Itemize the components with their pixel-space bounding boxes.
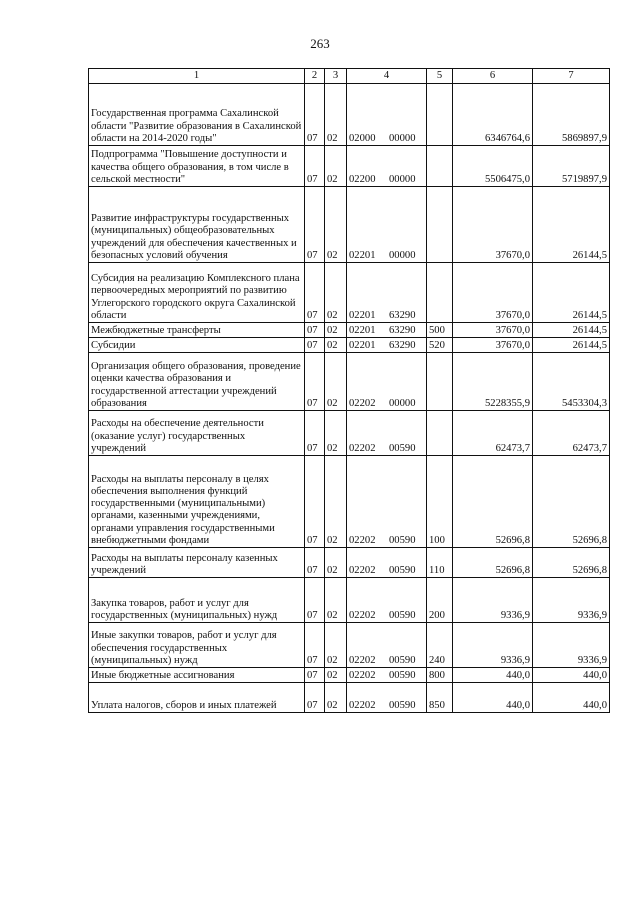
row-target-code bbox=[347, 353, 427, 411]
row-value-col6: 37670,0 bbox=[453, 323, 533, 338]
row-value-col7: 9336,9 bbox=[533, 623, 610, 668]
table-row bbox=[89, 338, 610, 353]
row-value-col7: 9336,9 bbox=[533, 578, 610, 623]
row-target-code bbox=[347, 263, 427, 323]
table-body bbox=[89, 84, 610, 713]
row-value-col7: 440,0 bbox=[533, 668, 610, 683]
row-target-code bbox=[347, 456, 427, 548]
row-expense-type bbox=[427, 146, 453, 187]
row-name: Расходы на выплаты персоналу казенных учреждений bbox=[89, 548, 305, 578]
row-target-code bbox=[347, 84, 427, 146]
row-target-code-part1: 02202 bbox=[349, 669, 376, 681]
row-target-code bbox=[347, 146, 427, 187]
table-header-row bbox=[89, 69, 610, 84]
row-target-code-part2: 00000 bbox=[389, 397, 416, 409]
row-value-col6: 9336,9 bbox=[453, 623, 533, 668]
row-value-col6: 5506475,0 bbox=[453, 146, 533, 187]
row-subsection: 02 bbox=[325, 353, 347, 411]
col-header-2: 2 bbox=[305, 69, 325, 84]
row-name: Закупка товаров, работ и услуг для государственных (муниципальных) нужд bbox=[89, 578, 305, 623]
row-target-code-part2: 00590 bbox=[389, 654, 416, 666]
row-target-code bbox=[347, 623, 427, 668]
row-section: 07 bbox=[305, 187, 325, 263]
row-target-code-part1: 02202 bbox=[349, 534, 376, 546]
row-name: Межбюджетные трансферты bbox=[89, 323, 305, 338]
row-target-code-part2: 00590 bbox=[389, 609, 416, 621]
row-subsection: 02 bbox=[325, 338, 347, 353]
row-subsection: 02 bbox=[325, 323, 347, 338]
row-expense-type bbox=[427, 84, 453, 146]
row-subsection: 02 bbox=[325, 668, 347, 683]
row-subsection: 02 bbox=[325, 84, 347, 146]
row-name: Развитие инфраструктуры государственных (муниципальных) общеобразовательных учреждений для обеспечения качественных и безопасных условий обучения bbox=[89, 187, 305, 263]
row-target-code-part1: 02202 bbox=[349, 699, 376, 711]
row-value-col7: 26144,5 bbox=[533, 338, 610, 353]
row-subsection: 02 bbox=[325, 411, 347, 456]
row-subsection: 02 bbox=[325, 263, 347, 323]
table-row bbox=[89, 623, 610, 668]
col-header-4: 4 bbox=[347, 69, 427, 84]
row-value-col7: 52696,8 bbox=[533, 456, 610, 548]
table-row bbox=[89, 578, 610, 623]
row-target-code bbox=[347, 338, 427, 353]
row-value-col6: 62473,7 bbox=[453, 411, 533, 456]
row-value-col6: 37670,0 bbox=[453, 338, 533, 353]
table-row bbox=[89, 263, 610, 323]
row-target-code-part1: 02202 bbox=[349, 564, 376, 576]
row-target-code-part2: 00590 bbox=[389, 442, 416, 454]
row-target-code-part2: 00000 bbox=[389, 173, 416, 185]
row-subsection: 02 bbox=[325, 456, 347, 548]
row-section: 07 bbox=[305, 411, 325, 456]
table-row bbox=[89, 456, 610, 548]
table-row bbox=[89, 187, 610, 263]
table-row bbox=[89, 683, 610, 713]
table-row bbox=[89, 411, 610, 456]
row-target-code-part2: 63290 bbox=[389, 324, 416, 336]
row-target-code-part1: 02000 bbox=[349, 132, 376, 144]
row-value-col7: 26144,5 bbox=[533, 323, 610, 338]
row-name: Уплата налогов, сборов и иных платежей bbox=[89, 683, 305, 713]
row-section: 07 bbox=[305, 146, 325, 187]
row-subsection: 02 bbox=[325, 146, 347, 187]
table-row bbox=[89, 84, 610, 146]
row-target-code-part2: 00000 bbox=[389, 132, 416, 144]
row-target-code-part1: 02200 bbox=[349, 173, 376, 185]
row-value-col7: 440,0 bbox=[533, 683, 610, 713]
row-value-col6: 37670,0 bbox=[453, 187, 533, 263]
row-section: 07 bbox=[305, 548, 325, 578]
row-target-code-part1: 02202 bbox=[349, 609, 376, 621]
row-value-col7: 5869897,9 bbox=[533, 84, 610, 146]
row-value-col6: 37670,0 bbox=[453, 263, 533, 323]
col-header-5: 5 bbox=[427, 69, 453, 84]
row-expense-type: 800 bbox=[427, 668, 453, 683]
row-subsection: 02 bbox=[325, 578, 347, 623]
row-subsection: 02 bbox=[325, 548, 347, 578]
row-name: Государственная программа Сахалинской области "Развитие образования в Сахалинской области на 2014-2020 годы" bbox=[89, 84, 305, 146]
col-header-3: 3 bbox=[325, 69, 347, 84]
row-section: 07 bbox=[305, 353, 325, 411]
row-value-col7: 52696,8 bbox=[533, 548, 610, 578]
row-value-col6: 9336,9 bbox=[453, 578, 533, 623]
row-expense-type: 110 bbox=[427, 548, 453, 578]
col-header-7: 7 bbox=[533, 69, 610, 84]
row-value-col7: 5453304,3 bbox=[533, 353, 610, 411]
row-section: 07 bbox=[305, 338, 325, 353]
row-target-code bbox=[347, 411, 427, 456]
row-section: 07 bbox=[305, 84, 325, 146]
row-expense-type: 850 bbox=[427, 683, 453, 713]
row-section: 07 bbox=[305, 668, 325, 683]
row-name: Иные бюджетные ассигнования bbox=[89, 668, 305, 683]
row-name: Расходы на обеспечение деятельности (оказание услуг) государственных учреждений bbox=[89, 411, 305, 456]
col-header-1: 1 bbox=[89, 69, 305, 84]
row-value-col7: 5719897,9 bbox=[533, 146, 610, 187]
row-target-code-part1: 02202 bbox=[349, 442, 376, 454]
row-target-code bbox=[347, 548, 427, 578]
row-target-code bbox=[347, 668, 427, 683]
row-value-col6: 6346764,6 bbox=[453, 84, 533, 146]
row-section: 07 bbox=[305, 456, 325, 548]
row-name: Организация общего образования, проведение оценки качества образования и государственной аттестации учреждений образования bbox=[89, 353, 305, 411]
row-target-code-part2: 63290 bbox=[389, 309, 416, 321]
row-expense-type: 520 bbox=[427, 338, 453, 353]
row-subsection: 02 bbox=[325, 187, 347, 263]
row-subsection: 02 bbox=[325, 623, 347, 668]
row-target-code-part1: 02201 bbox=[349, 339, 376, 351]
row-value-col6: 52696,8 bbox=[453, 548, 533, 578]
row-subsection: 02 bbox=[325, 683, 347, 713]
row-expense-type: 200 bbox=[427, 578, 453, 623]
row-expense-type bbox=[427, 187, 453, 263]
row-value-col6: 440,0 bbox=[453, 683, 533, 713]
row-target-code bbox=[347, 187, 427, 263]
table-row bbox=[89, 146, 610, 187]
table-row bbox=[89, 668, 610, 683]
budget-table bbox=[88, 68, 610, 713]
row-name: Субсидии bbox=[89, 338, 305, 353]
col-header-6: 6 bbox=[453, 69, 533, 84]
row-target-code bbox=[347, 683, 427, 713]
row-value-col7: 26144,5 bbox=[533, 187, 610, 263]
row-value-col6: 5228355,9 bbox=[453, 353, 533, 411]
table-row bbox=[89, 323, 610, 338]
row-value-col7: 62473,7 bbox=[533, 411, 610, 456]
row-name: Подпрограмма "Повышение доступности и качества общего образования, в том числе в сельской местности" bbox=[89, 146, 305, 187]
row-expense-type bbox=[427, 411, 453, 456]
row-section: 07 bbox=[305, 578, 325, 623]
row-section: 07 bbox=[305, 263, 325, 323]
row-value-col6: 52696,8 bbox=[453, 456, 533, 548]
row-target-code-part2: 00590 bbox=[389, 699, 416, 711]
row-target-code-part2: 00000 bbox=[389, 249, 416, 261]
row-name: Иные закупки товаров, работ и услуг для обеспечения государственных (муниципальных) нужд bbox=[89, 623, 305, 668]
row-target-code-part1: 02202 bbox=[349, 654, 376, 666]
row-target-code-part2: 00590 bbox=[389, 669, 416, 681]
row-value-col7: 26144,5 bbox=[533, 263, 610, 323]
row-section: 07 bbox=[305, 323, 325, 338]
row-target-code-part1: 02201 bbox=[349, 324, 376, 336]
row-expense-type: 240 bbox=[427, 623, 453, 668]
row-section: 07 bbox=[305, 683, 325, 713]
row-expense-type bbox=[427, 353, 453, 411]
row-expense-type: 500 bbox=[427, 323, 453, 338]
row-name: Субсидия на реализацию Комплексного плана первоочередных мероприятий по развитию Углегорского городского округа Сахалинской области bbox=[89, 263, 305, 323]
row-target-code-part1: 02202 bbox=[349, 397, 376, 409]
row-expense-type bbox=[427, 263, 453, 323]
row-target-code-part2: 00590 bbox=[389, 564, 416, 576]
row-target-code bbox=[347, 578, 427, 623]
row-target-code-part2: 00590 bbox=[389, 534, 416, 546]
row-target-code-part2: 63290 bbox=[389, 339, 416, 351]
row-target-code-part1: 02201 bbox=[349, 249, 376, 261]
table-row bbox=[89, 353, 610, 411]
row-name: Расходы на выплаты персоналу в целях обеспечения выполнения функций государственными (муниципальными) органами, казенными учреждениями, органами управления государственными внебюджетными фондами bbox=[89, 456, 305, 548]
row-target-code-part1: 02201 bbox=[349, 309, 376, 321]
row-expense-type: 100 bbox=[427, 456, 453, 548]
row-value-col6: 440,0 bbox=[453, 668, 533, 683]
row-target-code bbox=[347, 323, 427, 338]
row-section: 07 bbox=[305, 623, 325, 668]
table-row bbox=[89, 548, 610, 578]
page-number: 263 bbox=[310, 36, 330, 51]
